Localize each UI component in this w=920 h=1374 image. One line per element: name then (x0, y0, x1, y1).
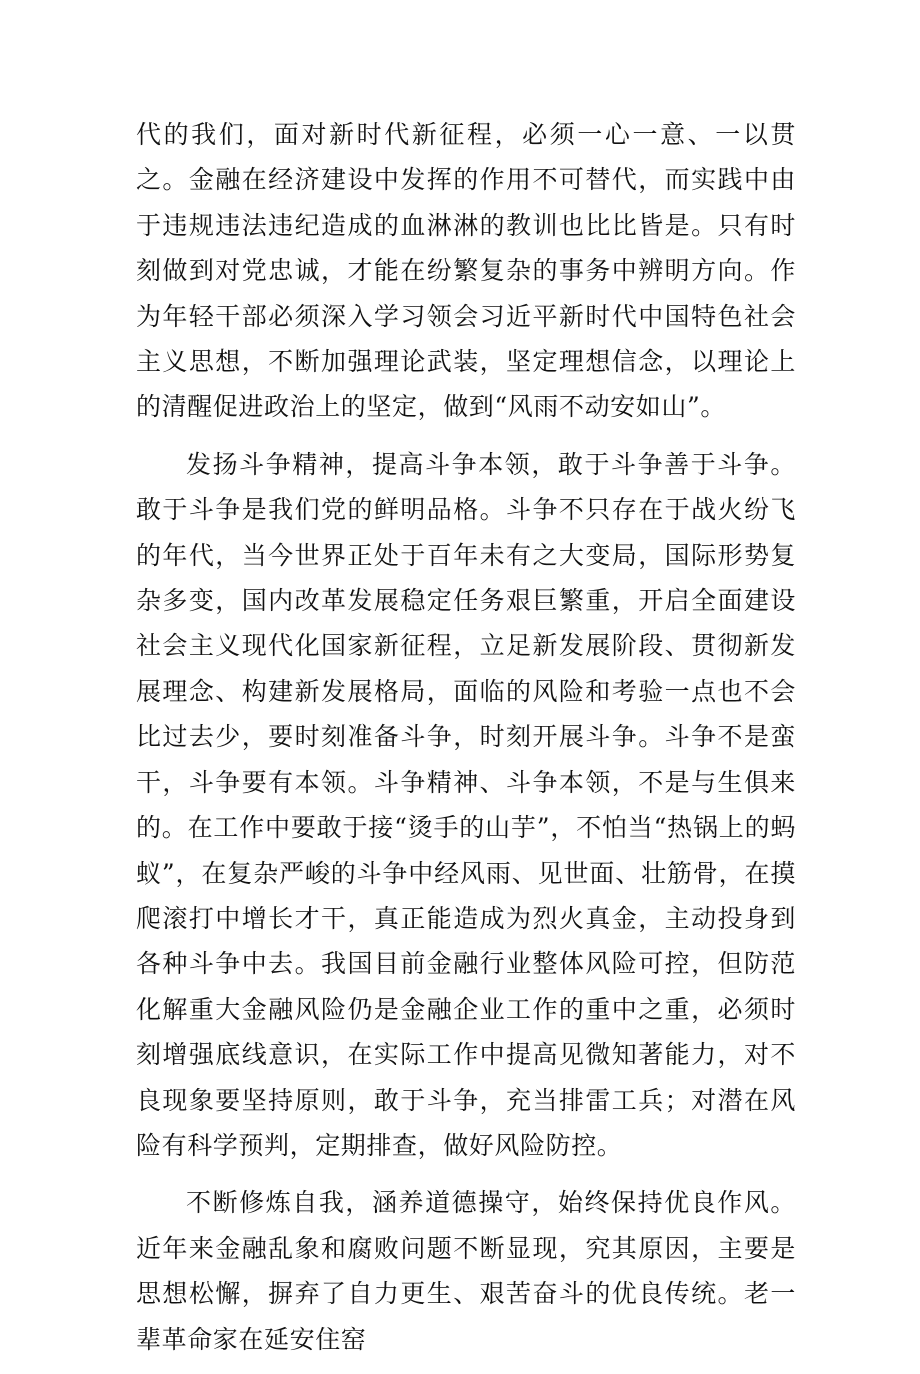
paragraph-3: 不断修炼自我，涵养道德操守，始终保持优良作风。近年来金融乱象和腐败问题不断显现，究其原因，主要是思想松懈，摒弃了自力更生、艰苦奋斗的优良传统。老一辈革命家在延安住窑 (136, 1188, 796, 1354)
paragraph-1: 代的我们，面对新时代新征程，必须一心一意、一以贯之。金融在经济建设中发挥的作用不可替代，而实践中由于违规违法违纪造成的血淋淋的教训也比比皆是。只有时刻做到对党忠诚，才能在纷繁复杂的事务中辨明方向。作为年轻干部必须深入学习领会习近平新时代中国特色社会主义思想，不断加强理论武装，坚定理想信念，以理论上的清醒促进政治上的坚定，做到“风雨不动安如山”。 (136, 120, 796, 422)
body-text (136, 112, 796, 1374)
paragraph-2: 发扬斗争精神，提高斗争本领，敢于斗争善于斗争。敢于斗争是我们党的鲜明品格。斗争不只存在于战火纷飞的年代，当今世界正处于百年未有之大变局，国际形势复杂多变，国内改革发展稳定任务艰巨繁重，开启全面建设社会主义现代化国家新征程，立足新发展阶段、贯彻新发展理念、构建新发展格局，面临的风险和考验一点也不会比过去少，要时刻准备斗争，时刻开展斗争。斗争不是蛮干，斗争要有本领。斗争精神、斗争本领，不是与生俱来的。在工作中要敢于接“烫手的山芋”，不怕当“热锅上的蚂蚁”，在复杂严峻的斗争中经风雨、见世面、壮筋骨，在摸爬滚打中增长才干，真正能造成为烈火真金，主动投身到各种斗争中去。我国目前金融行业整体风险可控，但防范化解重大金融风险仍是金融企业工作的重中之重，必须时刻增强底线意识，在实际工作中提高见微知著能力，对不良现象要坚持原则，敢于斗争，充当排雷工兵；对潜在风险有科学预判，定期排查，做好风险防控。 (136, 449, 796, 1160)
